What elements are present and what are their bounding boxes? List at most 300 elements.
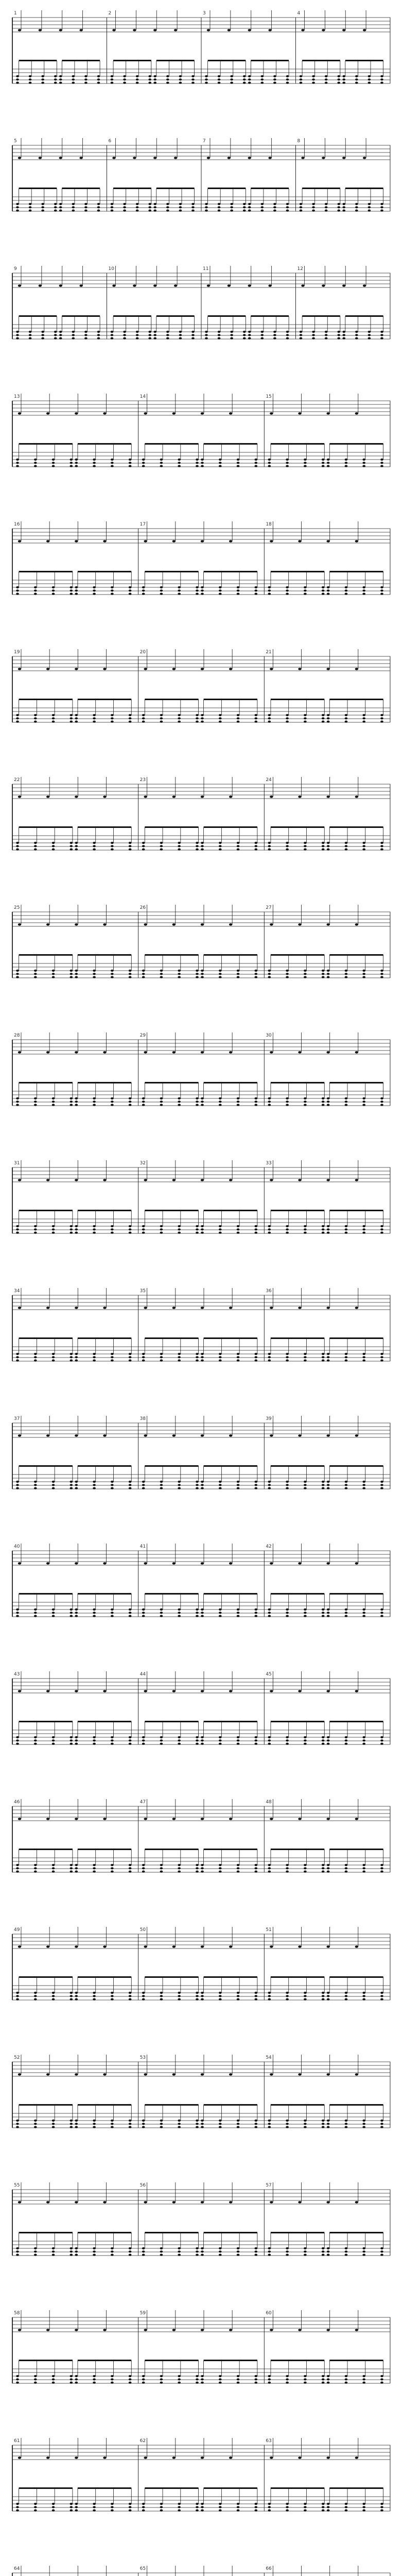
note-beam bbox=[329, 1082, 383, 1083]
chord-note-head bbox=[337, 203, 340, 205]
chord-note-head bbox=[166, 331, 169, 333]
chord-note-head bbox=[342, 334, 345, 336]
chord-note-head bbox=[111, 1867, 114, 1869]
note-head bbox=[227, 157, 231, 159]
chord-note-head bbox=[70, 593, 73, 595]
note-head bbox=[172, 795, 176, 798]
note-beam bbox=[145, 2487, 198, 2489]
chord-note-head bbox=[218, 203, 221, 205]
chord-note-head bbox=[201, 2120, 204, 2122]
chord-note-head bbox=[54, 78, 57, 80]
note-head bbox=[18, 1945, 21, 1948]
chord-note-head bbox=[196, 593, 199, 595]
measure-number: 52 bbox=[14, 2055, 20, 2060]
note-beam bbox=[271, 1849, 324, 1850]
chord-note-head bbox=[75, 465, 78, 467]
chord-note-head bbox=[16, 210, 19, 212]
measure-number: 36 bbox=[266, 1289, 272, 1294]
chord-note-head bbox=[93, 2123, 96, 2125]
chord-note-head bbox=[70, 1104, 73, 1106]
chord-note-head bbox=[286, 1867, 289, 1869]
note-head bbox=[18, 1051, 21, 1054]
chord-note-head bbox=[34, 2375, 37, 2377]
chord-note-head bbox=[160, 1864, 163, 1866]
note-head bbox=[355, 1945, 358, 1948]
chord-note-head bbox=[286, 1615, 289, 1617]
chord-note-head bbox=[345, 1608, 348, 1611]
chord-note-head bbox=[142, 2126, 145, 2128]
chord-note-head bbox=[52, 462, 55, 464]
note-head bbox=[174, 29, 177, 31]
chord-note-head bbox=[142, 459, 145, 461]
measure-number: 24 bbox=[266, 777, 272, 783]
chord-note-head bbox=[34, 1353, 37, 1355]
chord-note-head bbox=[75, 714, 78, 716]
chord-note-head bbox=[93, 1998, 96, 2001]
chord-note-head bbox=[70, 2123, 73, 2125]
chord-note-head bbox=[160, 2375, 163, 2377]
chord-note-head bbox=[268, 1864, 271, 1866]
chord-note-head bbox=[218, 210, 221, 212]
note-head bbox=[298, 668, 301, 670]
chord-note-head bbox=[255, 1225, 258, 1227]
chord-note-head bbox=[345, 1232, 348, 1234]
chord-note-head bbox=[325, 82, 328, 84]
chord-note-head bbox=[268, 1100, 271, 1103]
chord-note-head bbox=[178, 589, 181, 591]
chord-note-head bbox=[52, 1484, 55, 1486]
measure-number: 51 bbox=[266, 1927, 272, 1933]
chord-note-head bbox=[70, 465, 73, 467]
chord-note-head bbox=[205, 337, 208, 340]
chord-note-head bbox=[16, 1608, 19, 1611]
note-head bbox=[326, 2201, 329, 2204]
chord-note-head bbox=[70, 1612, 73, 1614]
chord-note-head bbox=[255, 1612, 258, 1614]
chord-note-head bbox=[160, 1481, 163, 1483]
chord-note-head bbox=[368, 337, 371, 340]
chord-note-head bbox=[16, 203, 19, 205]
note-head bbox=[75, 1690, 78, 1692]
chord-note-head bbox=[201, 1104, 204, 1106]
note-head bbox=[75, 540, 78, 543]
chord-note-head bbox=[219, 976, 222, 978]
chord-note-head bbox=[201, 465, 204, 467]
chord-note-head bbox=[255, 1736, 258, 1738]
note-head bbox=[18, 2201, 21, 2204]
chord-note-head bbox=[84, 82, 87, 84]
chord-note-head bbox=[142, 465, 145, 467]
chord-note-head bbox=[268, 2375, 271, 2377]
chord-note-head bbox=[75, 2126, 78, 2128]
chord-note-head bbox=[34, 2120, 37, 2122]
chord-note-head bbox=[70, 459, 73, 461]
chord-note-head bbox=[196, 1360, 199, 1362]
chord-note-head bbox=[327, 1353, 330, 1355]
note-head bbox=[298, 2456, 301, 2459]
chord-note-head bbox=[337, 82, 340, 84]
chord-note-head bbox=[142, 2120, 145, 2122]
chord-note-head bbox=[327, 1736, 330, 1738]
chord-note-head bbox=[380, 2123, 383, 2125]
note-head bbox=[103, 1051, 106, 1054]
chord-note-head bbox=[322, 1100, 325, 1103]
note-beam bbox=[19, 954, 73, 956]
note-beam bbox=[145, 1337, 198, 1339]
chord-note-head bbox=[286, 1481, 289, 1483]
chord-note-head bbox=[70, 1992, 73, 1994]
chord-note-head bbox=[337, 75, 340, 77]
chord-note-head bbox=[111, 334, 114, 336]
note-head bbox=[144, 923, 147, 926]
chord-note-head bbox=[362, 1995, 365, 1997]
measure-number: 27 bbox=[266, 905, 272, 910]
chord-note-head bbox=[75, 1871, 78, 1873]
note-head bbox=[355, 1690, 358, 1692]
chord-note-head bbox=[304, 973, 307, 975]
chord-note-head bbox=[111, 1998, 114, 2001]
chord-note-head bbox=[205, 210, 208, 212]
chord-note-head bbox=[327, 589, 330, 591]
chord-note-head bbox=[160, 842, 163, 844]
chord-note-head bbox=[345, 2375, 348, 2377]
chord-note-head bbox=[327, 1608, 330, 1611]
chord-note-head bbox=[111, 973, 114, 975]
chord-note-head bbox=[111, 1612, 114, 1614]
chord-note-head bbox=[268, 2378, 271, 2380]
chord-note-head bbox=[196, 1739, 199, 1741]
chord-note-head bbox=[304, 1743, 307, 1745]
chord-note-head bbox=[362, 1992, 365, 1994]
chord-note-head bbox=[322, 849, 325, 851]
chord-note-head bbox=[368, 331, 371, 333]
chord-note-head bbox=[219, 1232, 222, 1234]
note-beam bbox=[271, 1593, 324, 1595]
chord-note-head bbox=[201, 1867, 204, 1869]
chord-note-head bbox=[129, 589, 132, 591]
chord-note-head bbox=[93, 2503, 96, 2505]
chord-note-head bbox=[70, 1867, 73, 1869]
chord-note-head bbox=[196, 2126, 199, 2128]
chord-note-head bbox=[160, 1998, 163, 2001]
chord-note-head bbox=[268, 1995, 271, 1997]
note-head bbox=[207, 29, 210, 31]
chord-note-head bbox=[345, 976, 348, 978]
chord-note-head bbox=[178, 1353, 181, 1355]
chord-note-head bbox=[322, 2126, 325, 2128]
chord-note-head bbox=[327, 1104, 330, 1106]
note-head bbox=[79, 157, 82, 159]
chord-note-head bbox=[273, 210, 276, 212]
chord-note-head bbox=[230, 210, 233, 212]
chord-note-head bbox=[255, 845, 258, 847]
chord-note-head bbox=[304, 1615, 307, 1617]
chord-note-head bbox=[201, 973, 204, 975]
note-head bbox=[270, 1945, 273, 1948]
measure-number: 26 bbox=[139, 905, 146, 910]
note-beam bbox=[329, 1593, 383, 1595]
note-head bbox=[75, 1945, 78, 1948]
note-beam bbox=[78, 954, 131, 956]
chord-note-head bbox=[129, 1104, 132, 1106]
chord-note-head bbox=[178, 1743, 181, 1745]
chord-note-head bbox=[16, 462, 19, 464]
chord-note-head bbox=[327, 1743, 330, 1745]
chord-note-head bbox=[237, 2378, 240, 2380]
note-head bbox=[172, 2456, 176, 2459]
chord-note-head bbox=[142, 1995, 145, 1997]
chord-note-head bbox=[16, 842, 19, 844]
chord-note-head bbox=[304, 2378, 307, 2380]
chord-note-head bbox=[52, 1232, 55, 1234]
note-head bbox=[326, 2329, 329, 2331]
chord-note-head bbox=[255, 2510, 258, 2512]
chord-note-head bbox=[75, 1867, 78, 1869]
chord-note-head bbox=[160, 1736, 163, 1738]
chord-note-head bbox=[268, 973, 271, 975]
chord-note-head bbox=[129, 2382, 132, 2384]
chord-note-head bbox=[178, 1481, 181, 1483]
chord-note-head bbox=[219, 1995, 222, 1997]
chord-note-head bbox=[380, 721, 383, 723]
chord-note-head bbox=[345, 586, 348, 588]
chord-note-head bbox=[75, 1736, 78, 1738]
note-beam bbox=[78, 826, 131, 828]
chord-note-head bbox=[345, 1995, 348, 1997]
chord-note-head bbox=[34, 1743, 37, 1745]
chord-note-head bbox=[29, 210, 32, 212]
chord-note-head bbox=[304, 1356, 307, 1358]
chord-note-head bbox=[16, 75, 19, 77]
note-head bbox=[326, 1179, 329, 1181]
chord-note-head bbox=[286, 1998, 289, 2001]
chord-note-head bbox=[75, 1995, 78, 1997]
chord-note-head bbox=[273, 82, 276, 84]
chord-note-head bbox=[237, 1867, 240, 1869]
chord-note-head bbox=[142, 1739, 145, 1741]
note-beam bbox=[78, 2104, 131, 2106]
chord-note-head bbox=[178, 2123, 181, 2125]
chord-note-head bbox=[16, 1481, 19, 1483]
chord-note-head bbox=[29, 337, 32, 340]
note-head bbox=[270, 1179, 273, 1181]
chord-note-head bbox=[54, 337, 57, 340]
chord-note-head bbox=[201, 845, 204, 847]
chord-note-head bbox=[178, 1995, 181, 1997]
chord-note-head bbox=[304, 2247, 307, 2249]
chord-note-head bbox=[327, 2123, 330, 2125]
chord-note-head bbox=[273, 75, 276, 77]
chord-note-head bbox=[312, 78, 315, 80]
note-head bbox=[46, 923, 49, 926]
measure-number: 2 bbox=[108, 11, 112, 16]
chord-note-head bbox=[322, 721, 325, 723]
chord-note-head bbox=[286, 1864, 289, 1866]
chord-note-head bbox=[304, 976, 307, 978]
chord-note-head bbox=[142, 2254, 145, 2256]
note-head bbox=[46, 1307, 49, 1309]
chord-note-head bbox=[196, 1232, 199, 1234]
chord-note-head bbox=[201, 1232, 204, 1234]
chord-note-head bbox=[355, 78, 358, 80]
chord-note-head bbox=[93, 1612, 96, 1614]
note-head bbox=[18, 1179, 21, 1181]
note-head bbox=[153, 157, 156, 159]
chord-note-head bbox=[345, 1615, 348, 1617]
note-head bbox=[172, 2073, 176, 2076]
chord-note-head bbox=[129, 465, 132, 467]
note-head bbox=[172, 2329, 176, 2331]
note-head bbox=[201, 923, 204, 926]
chord-note-head bbox=[268, 1615, 271, 1617]
chord-note-head bbox=[322, 1481, 325, 1483]
chord-note-head bbox=[362, 2247, 365, 2249]
chord-note-head bbox=[268, 465, 271, 467]
chord-note-head bbox=[355, 331, 358, 333]
note-beam bbox=[204, 2360, 257, 2361]
chord-note-head bbox=[345, 1360, 348, 1362]
chord-note-head bbox=[160, 1104, 163, 1106]
chord-note-head bbox=[380, 1743, 383, 1745]
chord-note-head bbox=[268, 2120, 271, 2122]
chord-note-head bbox=[237, 462, 240, 464]
note-beam bbox=[78, 1082, 131, 1083]
chord-note-head bbox=[322, 1104, 325, 1106]
chord-note-head bbox=[201, 1736, 204, 1738]
chord-note-head bbox=[322, 2250, 325, 2252]
chord-note-head bbox=[160, 1353, 163, 1355]
chord-note-head bbox=[325, 78, 328, 80]
note-beam bbox=[271, 443, 324, 445]
chord-note-head bbox=[255, 1360, 258, 1362]
chord-note-head bbox=[34, 1608, 37, 1611]
note-beam bbox=[145, 443, 198, 445]
chord-note-head bbox=[243, 82, 246, 84]
note-head bbox=[46, 2073, 49, 2076]
note-head bbox=[229, 1945, 232, 1948]
chord-note-head bbox=[380, 1992, 383, 1994]
chord-note-head bbox=[327, 1360, 330, 1362]
chord-note-head bbox=[178, 2126, 181, 2128]
measure-number: 7 bbox=[203, 139, 206, 144]
chord-note-head bbox=[286, 82, 289, 84]
note-beam bbox=[78, 1721, 131, 1722]
note-beam bbox=[145, 699, 198, 700]
note-beam bbox=[329, 1849, 383, 1850]
chord-note-head bbox=[93, 2254, 96, 2256]
chord-note-head bbox=[178, 465, 181, 467]
chord-note-head bbox=[142, 849, 145, 851]
chord-note-head bbox=[380, 78, 383, 80]
chord-note-head bbox=[111, 1353, 114, 1355]
chord-note-head bbox=[362, 1484, 365, 1486]
chord-note-head bbox=[75, 1743, 78, 1745]
note-head bbox=[39, 29, 42, 31]
chord-note-head bbox=[129, 1743, 132, 1745]
chord-note-head bbox=[362, 2250, 365, 2252]
chord-note-head bbox=[70, 2250, 73, 2252]
chord-note-head bbox=[237, 714, 240, 716]
chord-note-head bbox=[160, 714, 163, 716]
measure-number: 11 bbox=[203, 266, 209, 272]
chord-note-head bbox=[142, 462, 145, 464]
chord-note-head bbox=[178, 1104, 181, 1106]
note-head bbox=[18, 1690, 21, 1692]
chord-note-head bbox=[70, 2247, 73, 2249]
chord-note-head bbox=[304, 2250, 307, 2252]
chord-note-head bbox=[327, 1484, 330, 1486]
note-head bbox=[18, 1818, 21, 1820]
chord-note-head bbox=[178, 970, 181, 972]
chord-note-head bbox=[93, 717, 96, 719]
chord-note-head bbox=[178, 1487, 181, 1489]
chord-note-head bbox=[304, 462, 307, 464]
chord-note-head bbox=[345, 714, 348, 716]
chord-note-head bbox=[16, 2254, 19, 2256]
chord-note-head bbox=[16, 2375, 19, 2377]
chord-note-head bbox=[52, 1104, 55, 1106]
note-head bbox=[270, 1562, 273, 1565]
chord-note-head bbox=[178, 721, 181, 723]
note-head bbox=[46, 1818, 49, 1820]
chord-note-head bbox=[160, 1608, 163, 1611]
chord-note-head bbox=[286, 210, 289, 212]
chord-note-head bbox=[255, 1864, 258, 1866]
chord-note-head bbox=[368, 206, 371, 208]
chord-note-head bbox=[286, 586, 289, 588]
chord-note-head bbox=[304, 1736, 307, 1738]
chord-note-head bbox=[345, 1992, 348, 1994]
chord-note-head bbox=[16, 586, 19, 588]
chord-note-head bbox=[237, 1360, 240, 1362]
note-beam bbox=[145, 1849, 198, 1850]
note-beam bbox=[302, 188, 340, 189]
chord-note-head bbox=[345, 2120, 348, 2122]
chord-note-head bbox=[196, 721, 199, 723]
note-beam bbox=[329, 2487, 383, 2489]
chord-note-head bbox=[237, 1356, 240, 1358]
chord-note-head bbox=[237, 973, 240, 975]
chord-note-head bbox=[201, 1992, 204, 1994]
note-beam bbox=[204, 954, 257, 956]
note-beam bbox=[145, 954, 198, 956]
chord-note-head bbox=[196, 1743, 199, 1745]
chord-note-head bbox=[111, 1608, 114, 1611]
chord-note-head bbox=[54, 75, 57, 77]
note-head bbox=[326, 923, 329, 926]
chord-note-head bbox=[255, 1992, 258, 1994]
note-head bbox=[172, 412, 176, 415]
chord-note-head bbox=[160, 1228, 163, 1230]
note-beam bbox=[345, 60, 383, 61]
note-head bbox=[229, 412, 232, 415]
note-head bbox=[201, 1690, 204, 1692]
note-head bbox=[229, 2201, 232, 2204]
chord-note-head bbox=[268, 1871, 271, 1873]
chord-note-head bbox=[75, 1232, 78, 1234]
chord-note-head bbox=[136, 337, 139, 340]
chord-note-head bbox=[337, 337, 340, 340]
note-head bbox=[103, 1434, 106, 1437]
chord-note-head bbox=[273, 203, 276, 205]
note-head bbox=[75, 2329, 78, 2331]
chord-note-head bbox=[255, 1608, 258, 1611]
chord-note-head bbox=[178, 1097, 181, 1099]
chord-note-head bbox=[362, 1736, 365, 1738]
chord-note-head bbox=[52, 2250, 55, 2252]
chord-note-head bbox=[52, 1998, 55, 2001]
note-beam bbox=[19, 2487, 73, 2489]
